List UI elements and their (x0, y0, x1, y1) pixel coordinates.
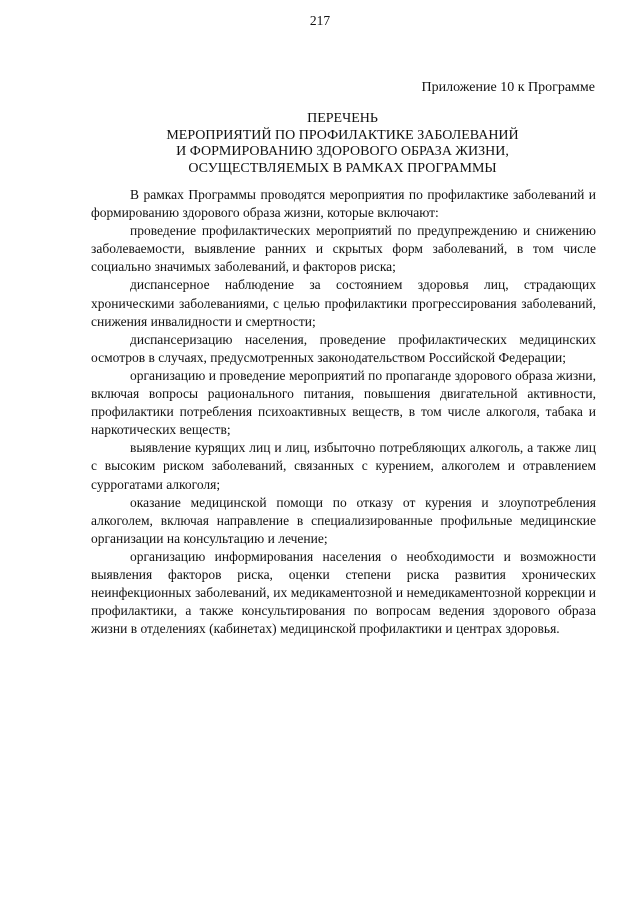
list-item-public-information: организацию информирования населения о необходимости и возможности выявления факторов риска, оценки степени риска развития хронических неинфекционных заболеваний, их медикаментозной и немедикаментозной коррекции и профилактики, а также консультирования по вопросам ведения здорового образа жизни в отделениях (кабинетах) медицинской профилактики и центрах здоровья. (91, 548, 596, 637)
appendix-label: Приложение 10 к Программе (421, 80, 595, 95)
title-line-3: И ФОРМИРОВАНИЮ ЗДОРОВОГО ОБРАЗА ЖИЗНИ, (176, 144, 509, 159)
title-line-2: МЕРОПРИЯТИЙ ПО ПРОФИЛАКТИКЕ ЗАБОЛЕВАНИЙ (166, 127, 519, 143)
list-item-dispensary-observation: диспансерное наблюдение за состоянием здоровья лиц, страдающих хроническими заболеваниями, с целью профилактики прогрессирования заболеваний, снижения инвалидности и смертности; (91, 277, 596, 329)
document-body (91, 186, 596, 638)
page-number: 217 (309, 13, 331, 28)
paragraph-intro: В рамках Программы проводятся мероприятия по профилактике заболеваний и формированию здорового образа жизни, которые включают: (91, 187, 596, 221)
title-line-1: ПЕРЕЧЕНЬ (307, 111, 378, 126)
list-item-cessation-assistance: оказание медицинской помощи по отказу от курения и злоупотребления алкоголем, включая направление в специализированные профильные медицинские организации на консультацию и лечение; (91, 494, 596, 546)
title-line-4: ОСУЩЕСТВЛЯЕМЫХ В РАМКАХ ПРОГРАММЫ (188, 160, 497, 176)
list-item-risk-identification: выявление курящих лиц и лиц, избыточно потребляющих алкоголь, а также лиц с высоким риском заболеваний, связанных с курением, алкоголем и отравлением суррогатами алкоголя; (91, 440, 596, 492)
document-title (90, 111, 595, 177)
list-item-medical-examination: диспансеризацию населения, проведение профилактических медицинских осмотров в случаях, предусмотренных законодательством Российской Федерации; (91, 331, 596, 365)
list-item-healthy-lifestyle-promotion: организацию и проведение мероприятий по пропаганде здорового образа жизни, включая вопросы рационального питания, повышения двигательной активности, профилактики потребления психоактивных веществ, в том числе алкоголя, табака и наркотических веществ; (91, 367, 596, 438)
list-item-prevention: проведение профилактических мероприятий по предупреждению и снижению заболеваемости, выявление ранних и скрытых форм заболеваний, в том числе социально значимых заболеваний, и факторов риска; (91, 223, 596, 275)
